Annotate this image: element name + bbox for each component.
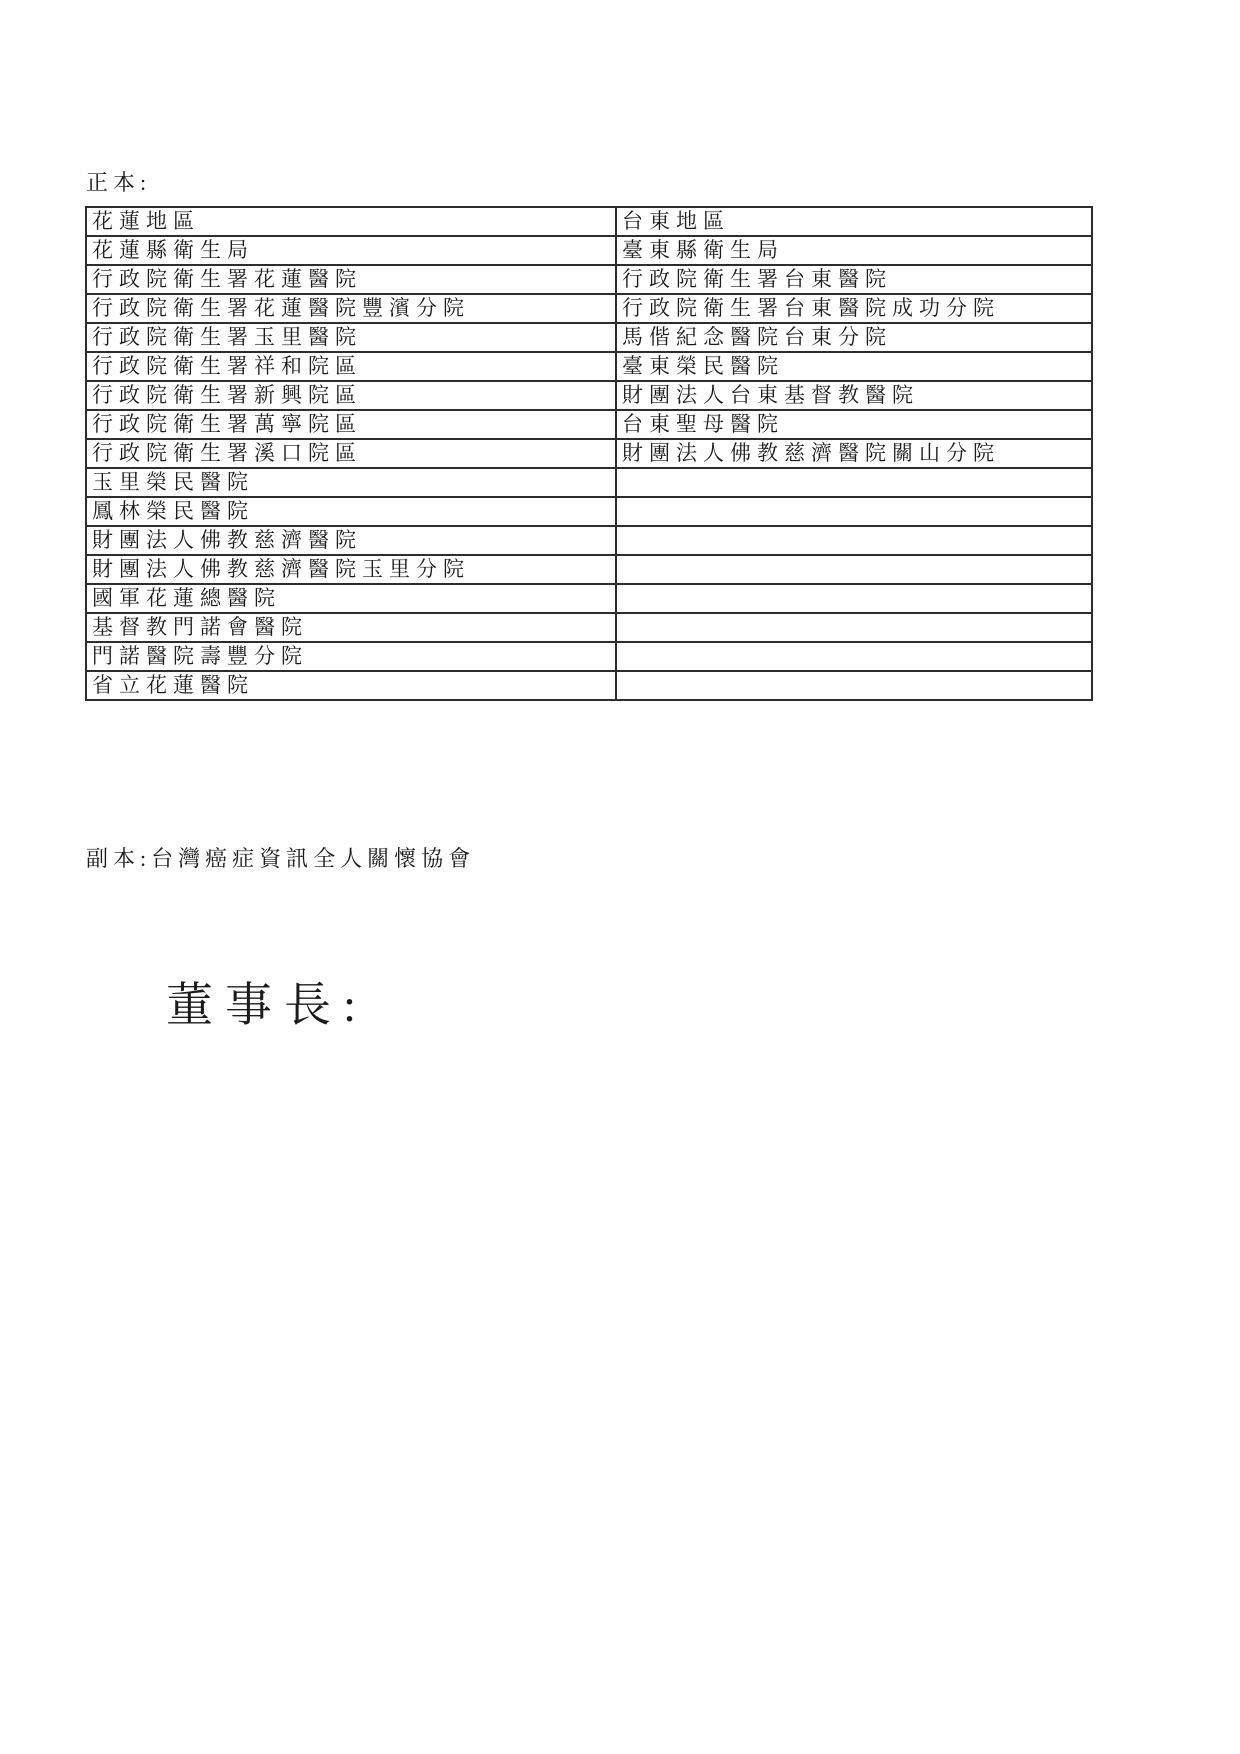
table-row bbox=[86, 439, 1092, 468]
table-row bbox=[86, 236, 1092, 265]
table-cell bbox=[616, 584, 1092, 613]
table-row bbox=[86, 410, 1092, 439]
table-cell: 省立花蓮醫院 bbox=[86, 671, 616, 700]
table-cell bbox=[616, 671, 1092, 700]
table-cell: 行政院衛生署萬寧院區 bbox=[86, 410, 616, 439]
table-cell: 基督教門諾會醫院 bbox=[86, 613, 616, 642]
table-cell: 財團法人佛教慈濟醫院玉里分院 bbox=[86, 555, 616, 584]
table-cell: 行政院衛生署花蓮醫院 bbox=[86, 265, 616, 294]
table-row bbox=[86, 323, 1092, 352]
table-cell bbox=[616, 642, 1092, 671]
table-row bbox=[86, 352, 1092, 381]
table-row bbox=[86, 207, 1092, 236]
table-cell: 財團法人佛教慈濟醫院關山分院 bbox=[616, 439, 1092, 468]
table-cell: 行政院衛生署台東醫院成功分院 bbox=[616, 294, 1092, 323]
table-row bbox=[86, 265, 1092, 294]
table-row bbox=[86, 671, 1092, 700]
table-cell bbox=[616, 497, 1092, 526]
table-cell: 馬偕紀念醫院台東分院 bbox=[616, 323, 1092, 352]
table-cell bbox=[616, 468, 1092, 497]
table-cell: 國軍花蓮總醫院 bbox=[86, 584, 616, 613]
table-cell: 台東地區 bbox=[616, 207, 1092, 236]
table-row bbox=[86, 468, 1092, 497]
table-cell: 財團法人台東基督教醫院 bbox=[616, 381, 1092, 410]
table-row bbox=[86, 526, 1092, 555]
table-cell: 行政院衛生署玉里醫院 bbox=[86, 323, 616, 352]
table-cell: 行政院衛生署花蓮醫院豐濱分院 bbox=[86, 294, 616, 323]
table-row bbox=[86, 613, 1092, 642]
table-cell bbox=[616, 526, 1092, 555]
table-row bbox=[86, 555, 1092, 584]
table-cell bbox=[616, 555, 1092, 584]
chairman-signature-label: 董事長: bbox=[166, 980, 369, 1032]
table-cell: 花蓮縣衛生局 bbox=[86, 236, 616, 265]
table-cell: 財團法人佛教慈濟醫院 bbox=[86, 526, 616, 555]
table-cell: 玉里榮民醫院 bbox=[86, 468, 616, 497]
table-row bbox=[86, 584, 1092, 613]
table-row bbox=[86, 497, 1092, 526]
table-cell: 行政院衛生署台東醫院 bbox=[616, 265, 1092, 294]
table-cell: 鳳林榮民醫院 bbox=[86, 497, 616, 526]
table-row bbox=[86, 294, 1092, 323]
table-cell bbox=[616, 613, 1092, 642]
hospital-recipient-table bbox=[85, 206, 1093, 701]
table-row bbox=[86, 381, 1092, 410]
table-cell: 行政院衛生署祥和院區 bbox=[86, 352, 616, 381]
table-cell: 台東聖母醫院 bbox=[616, 410, 1092, 439]
hospital-table-body bbox=[86, 207, 1092, 700]
carbon-copy-label: 副本:台灣癌症資訊全人關懷協會 bbox=[86, 846, 476, 871]
table-cell: 臺東榮民醫院 bbox=[616, 352, 1092, 381]
table-cell: 行政院衛生署新興院區 bbox=[86, 381, 616, 410]
original-copy-label: 正本: bbox=[86, 170, 152, 195]
table-row bbox=[86, 642, 1092, 671]
table-cell: 門諾醫院壽豐分院 bbox=[86, 642, 616, 671]
table-cell: 臺東縣衛生局 bbox=[616, 236, 1092, 265]
table-cell: 花蓮地區 bbox=[86, 207, 616, 236]
table-cell: 行政院衛生署溪口院區 bbox=[86, 439, 616, 468]
